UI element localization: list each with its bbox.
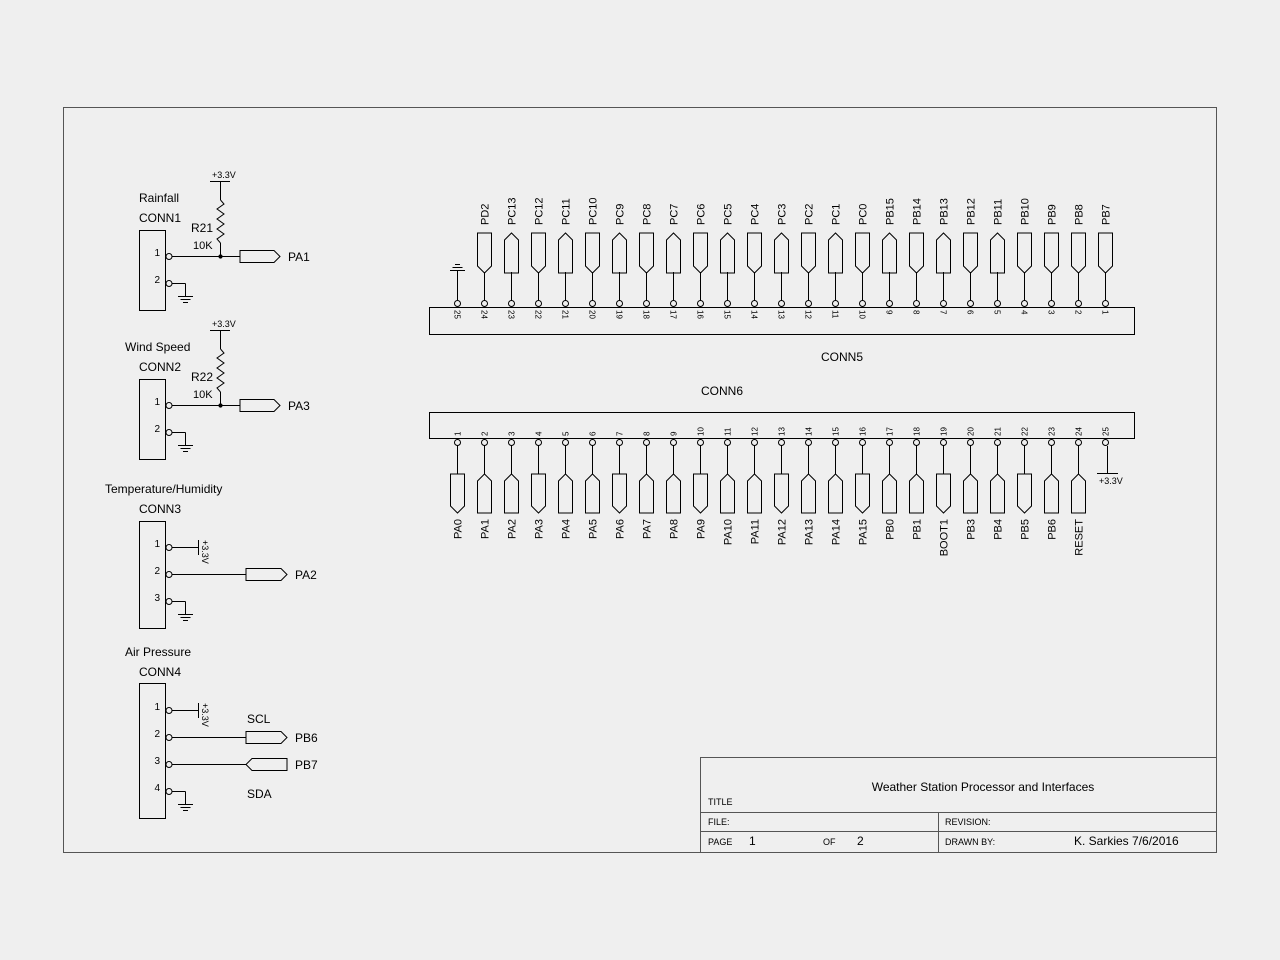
conn6-net-flag bbox=[451, 474, 465, 513]
conn4-scl-flag bbox=[246, 732, 287, 744]
conn4-body bbox=[140, 684, 166, 819]
conn6-net-flag bbox=[1045, 474, 1059, 513]
conn2-net-flag bbox=[240, 400, 280, 412]
conn5-pin-number: 23 bbox=[506, 310, 516, 319]
conn5-ref: CONN5 bbox=[820, 350, 864, 364]
conn6-pin-19 bbox=[941, 440, 947, 446]
conn6-net-label: PA11 bbox=[749, 519, 762, 545]
title-text: Weather Station Processor and Interfaces bbox=[871, 780, 1095, 794]
conn6-net-flag bbox=[964, 474, 978, 513]
conn5-net-label: PD2 bbox=[479, 203, 492, 225]
conn6-pin-number: 25 bbox=[1101, 427, 1111, 436]
r21-value: 10K bbox=[193, 240, 213, 252]
conn6-pin-23 bbox=[1049, 440, 1055, 446]
conn5-pin-10 bbox=[860, 301, 866, 307]
conn6-pin-22 bbox=[1022, 440, 1028, 446]
conn5-pin-6 bbox=[968, 301, 974, 307]
conn6-net-flag bbox=[667, 474, 681, 513]
conn5-pin-number: 9 bbox=[884, 310, 894, 315]
conn5-net-flag bbox=[829, 233, 843, 273]
conn6-pin-number: 15 bbox=[831, 427, 841, 436]
conn6-pin-18 bbox=[914, 440, 920, 446]
conn4-pin4 bbox=[166, 789, 172, 795]
conn6-pin-12 bbox=[752, 440, 758, 446]
conn5-net-flag bbox=[1072, 233, 1086, 273]
conn6-pin-number: 10 bbox=[696, 427, 706, 436]
conn3-pin1-label: 1 bbox=[154, 539, 160, 550]
conn5-net-flag bbox=[964, 233, 978, 273]
conn5-net-flag bbox=[694, 233, 708, 273]
conn5-pin-7 bbox=[941, 301, 947, 307]
conn3-pin3 bbox=[166, 599, 172, 605]
conn5-pin-number: 24 bbox=[479, 310, 489, 319]
conn6-power-symbol bbox=[1097, 446, 1118, 474]
conn6-pin-24 bbox=[1076, 440, 1082, 446]
conn6-net-flag bbox=[694, 474, 708, 513]
conn5-net-label: PC8 bbox=[641, 203, 654, 225]
conn6-pin-13 bbox=[779, 440, 785, 446]
conn6-net-flag bbox=[991, 474, 1005, 513]
conn6-net-flag bbox=[505, 474, 519, 513]
conn5-net-label: PC12 bbox=[533, 197, 546, 225]
conn5-pin-number: 10 bbox=[857, 310, 867, 319]
conn5-net-flag bbox=[667, 233, 681, 273]
conn4-ref: CONN4 bbox=[139, 665, 182, 679]
conn5-pin-14 bbox=[752, 301, 758, 307]
conn6-pin-number: 4 bbox=[534, 431, 544, 436]
conn5-net-flag bbox=[532, 233, 546, 273]
conn5-pins bbox=[453, 197, 1113, 319]
conn6-net-label: PA0 bbox=[452, 519, 465, 539]
conn3-pin1 bbox=[166, 545, 172, 551]
conn6-pin-number: 18 bbox=[912, 427, 922, 436]
conn5-pin-number: 16 bbox=[695, 310, 705, 319]
conn6-pin-number: 7 bbox=[615, 431, 625, 436]
r22-value: 10K bbox=[193, 389, 213, 401]
conn5-net-label: PC0 bbox=[857, 203, 870, 225]
conn1-pin1 bbox=[166, 254, 172, 260]
conn5-pin-15 bbox=[725, 301, 731, 307]
conn4-scl-label: SCL bbox=[247, 712, 271, 726]
conn5-pin-number: 19 bbox=[614, 310, 624, 319]
conn3-pin2-label: 2 bbox=[154, 566, 160, 577]
conn6-net-label: PB1 bbox=[911, 519, 924, 540]
conn5-pin-21 bbox=[563, 301, 569, 307]
conn6-net-label: RESET bbox=[1073, 519, 1086, 556]
r21-resistor bbox=[217, 200, 224, 243]
conn6-pin-25 bbox=[1103, 440, 1109, 446]
conn4-pin2 bbox=[166, 735, 172, 741]
conn6-pin-7 bbox=[617, 440, 623, 446]
conn3-net-flag bbox=[246, 569, 287, 581]
conn5-net-label: PB14 bbox=[911, 198, 924, 225]
file-label: FILE: bbox=[708, 817, 730, 827]
conn6-pin-20 bbox=[968, 440, 974, 446]
conn3-group bbox=[140, 522, 288, 629]
conn6-ref: CONN6 bbox=[700, 384, 744, 398]
conn5-net-flag bbox=[613, 233, 627, 273]
conn5-net-flag bbox=[910, 233, 924, 273]
revision-label: REVISION: bbox=[945, 817, 991, 827]
conn5-net-flag bbox=[856, 233, 870, 273]
conn5-pin-13 bbox=[779, 301, 785, 307]
conn4-power-label: +3.3V bbox=[200, 703, 210, 727]
conn6-pin-14 bbox=[806, 440, 812, 446]
conn6-net-label: PA14 bbox=[830, 519, 843, 546]
conn6-pin-number: 21 bbox=[993, 427, 1003, 436]
conn5-net-flag bbox=[478, 233, 492, 273]
conn5-net-label: PB12 bbox=[965, 198, 978, 225]
conn5-pin-number: 14 bbox=[749, 310, 759, 319]
conn1-body bbox=[140, 231, 166, 311]
conn2-pin2-label: 2 bbox=[154, 424, 160, 435]
conn1-net-label: PA1 bbox=[288, 250, 310, 264]
conn6-pin-number: 19 bbox=[939, 427, 949, 436]
conn6-net-label: PA3 bbox=[533, 519, 546, 539]
conn6-net-flag bbox=[775, 474, 789, 513]
conn5-pin-25 bbox=[455, 301, 461, 307]
conn5-pin-9 bbox=[887, 301, 893, 307]
conn6-net-label: PA15 bbox=[857, 519, 870, 546]
conn6-pin-15 bbox=[833, 440, 839, 446]
conn5-net-label: PB9 bbox=[1046, 204, 1059, 225]
conn4-sda-label: SDA bbox=[247, 787, 272, 801]
title-label: TITLE bbox=[708, 797, 733, 807]
conn6-net-label: PA10 bbox=[722, 519, 735, 546]
conn5-pin-number: 3 bbox=[1046, 310, 1056, 315]
conn5-pin-19 bbox=[617, 301, 623, 307]
conn6-pin-17 bbox=[887, 440, 893, 446]
conn5-net-label: PC9 bbox=[614, 203, 627, 225]
conn4-pin2-label: 2 bbox=[154, 729, 160, 740]
conn5-net-flag bbox=[1045, 233, 1059, 273]
conn6-net-flag bbox=[586, 474, 600, 513]
conn5-net-flag bbox=[775, 233, 789, 273]
conn6-pin-number: 14 bbox=[804, 427, 814, 436]
conn4-title: Air Pressure bbox=[125, 645, 192, 659]
r22-resistor bbox=[217, 349, 224, 392]
conn2-pin2 bbox=[166, 430, 172, 436]
conn6-pin-number: 13 bbox=[777, 427, 787, 436]
conn5-pin-22 bbox=[536, 301, 542, 307]
conn6-pin-11 bbox=[725, 440, 731, 446]
conn5-net-label: PB7 bbox=[1100, 204, 1113, 225]
conn5-pin-number: 5 bbox=[992, 310, 1002, 315]
page-number: 1 bbox=[749, 834, 756, 848]
conn5-net-label: PB13 bbox=[938, 198, 951, 225]
conn6-net-flag bbox=[613, 474, 627, 513]
conn5-pin-number: 18 bbox=[641, 310, 651, 319]
conn5-pin-number: 6 bbox=[965, 310, 975, 315]
conn6-net-label: PA1 bbox=[479, 519, 492, 539]
conn4-pin3-label: 3 bbox=[154, 756, 160, 767]
conn6-pin-number: 5 bbox=[561, 431, 571, 436]
conn6-pin-4 bbox=[536, 440, 542, 446]
conn6-net-label: PA6 bbox=[614, 519, 627, 539]
conn5-pin-5 bbox=[995, 301, 1001, 307]
conn6-net-label: PB4 bbox=[992, 519, 1005, 540]
conn6-pin-number: 20 bbox=[966, 427, 976, 436]
conn1-pin2 bbox=[166, 281, 172, 287]
conn5-net-flag bbox=[505, 233, 519, 273]
conn5-net-label: PC1 bbox=[830, 203, 843, 225]
conn6-net-label: PA13 bbox=[803, 519, 816, 546]
conn4-sda-net: PB7 bbox=[295, 758, 318, 772]
conn1-pin2-label: 2 bbox=[154, 275, 160, 286]
conn2-power-label: +3.3V bbox=[212, 319, 236, 329]
conn6-net-flag bbox=[748, 474, 762, 513]
conn4-sda-flag bbox=[246, 759, 287, 771]
conn5-net-label: PC11 bbox=[560, 198, 573, 225]
conn1-ref: CONN1 bbox=[139, 211, 182, 225]
conn6-net-flag bbox=[1072, 474, 1086, 513]
conn6-net-label: PB5 bbox=[1019, 519, 1032, 540]
conn3-pin3-label: 3 bbox=[154, 593, 160, 604]
conn6-pin-21 bbox=[995, 440, 1001, 446]
conn5-pin-number: 20 bbox=[587, 310, 597, 319]
conn4-pin3 bbox=[166, 762, 172, 768]
conn5-pin-3 bbox=[1049, 301, 1055, 307]
page-count: 2 bbox=[857, 834, 864, 848]
r21-ref: R21 bbox=[191, 221, 214, 235]
conn6-pin-10 bbox=[698, 440, 704, 446]
conn6-net-flag bbox=[937, 474, 951, 513]
conn5-pin-18 bbox=[644, 301, 650, 307]
conn5-pin-number: 2 bbox=[1073, 310, 1083, 315]
conn6-net-flag bbox=[802, 474, 816, 513]
conn6-power-label: +3.3V bbox=[1099, 476, 1123, 486]
conn5-net-flag bbox=[937, 233, 951, 273]
conn5-pin-number: 21 bbox=[560, 310, 570, 319]
conn5-net-flag bbox=[1018, 233, 1032, 273]
conn3-body bbox=[140, 522, 166, 629]
conn4-pin1 bbox=[166, 708, 172, 714]
conn5-net-flag bbox=[802, 233, 816, 273]
conn2-body bbox=[140, 380, 166, 460]
conn5-pin-1 bbox=[1103, 301, 1109, 307]
conn5-pin-8 bbox=[914, 301, 920, 307]
conn5-pin-number: 4 bbox=[1019, 310, 1029, 315]
conn6-net-flag bbox=[478, 474, 492, 513]
conn6-net-flag bbox=[883, 474, 897, 513]
of-label: OF bbox=[823, 837, 836, 847]
conn5-pin-11 bbox=[833, 301, 839, 307]
conn5-net-label: PB8 bbox=[1073, 204, 1086, 225]
conn6-pin-number: 6 bbox=[588, 431, 598, 436]
conn5-pin-number: 13 bbox=[776, 310, 786, 319]
conn6-pin-2 bbox=[482, 440, 488, 446]
conn6-pin-3 bbox=[509, 440, 515, 446]
conn2-title: Wind Speed bbox=[125, 340, 191, 354]
conn6-pin-number: 16 bbox=[858, 427, 868, 436]
conn6-net-label: PA9 bbox=[695, 519, 708, 539]
page-label: PAGE bbox=[708, 837, 733, 847]
conn4-scl-net: PB6 bbox=[295, 731, 318, 745]
conn6-pin-5 bbox=[563, 440, 569, 446]
conn6-pin-number: 2 bbox=[480, 431, 490, 436]
conn5-net-label: PC10 bbox=[587, 197, 600, 225]
conn5-pin-number: 8 bbox=[911, 310, 921, 315]
conn6-net-flag bbox=[721, 474, 735, 513]
conn3-title: Temperature/Humidity bbox=[105, 482, 223, 496]
conn6-pin-number: 9 bbox=[669, 431, 679, 436]
conn3-power-label: +3.3V bbox=[200, 540, 210, 564]
drawn-by-value: K. Sarkies 7/6/2016 bbox=[1074, 834, 1179, 848]
conn6-pin-number: 11 bbox=[723, 427, 733, 436]
conn5-net-flag bbox=[640, 233, 654, 273]
conn5-net-flag bbox=[748, 233, 762, 273]
conn5-pin-number: 1 bbox=[1100, 310, 1110, 315]
conn5-pin-number: 11 bbox=[830, 310, 840, 319]
conn6-pin-number: 3 bbox=[507, 431, 517, 436]
conn6-net-label: PB0 bbox=[884, 519, 897, 540]
conn6-pin-1 bbox=[455, 440, 461, 446]
conn5-net-label: PC4 bbox=[749, 203, 762, 225]
conn5-net-flag bbox=[883, 233, 897, 273]
conn6-net-flag bbox=[910, 474, 924, 513]
conn5-ground-icon bbox=[450, 265, 465, 301]
conn6-net-label: PB6 bbox=[1046, 519, 1059, 540]
conn3-net-label: PA2 bbox=[295, 568, 317, 582]
conn2-ref: CONN2 bbox=[139, 360, 182, 374]
conn5-net-label: PC6 bbox=[695, 203, 708, 225]
conn5-pin-number: 22 bbox=[533, 310, 543, 319]
conn5-pin-4 bbox=[1022, 301, 1028, 307]
conn6-pin-number: 12 bbox=[750, 427, 760, 436]
conn3-pin2 bbox=[166, 572, 172, 578]
conn6-net-label: PA5 bbox=[587, 519, 600, 539]
conn6-pin-6 bbox=[590, 440, 596, 446]
conn5-pin-number: 15 bbox=[722, 310, 732, 319]
drawn-by-label: DRAWN BY: bbox=[945, 837, 996, 847]
conn5-net-label: PB15 bbox=[884, 198, 897, 225]
conn5-pin-17 bbox=[671, 301, 677, 307]
conn6-pin-number: 8 bbox=[642, 431, 652, 436]
conn6-net-label: PA7 bbox=[641, 519, 654, 539]
conn5-net-flag bbox=[721, 233, 735, 273]
conn5-net-label: PC7 bbox=[668, 203, 681, 225]
conn6-net-flag bbox=[1018, 474, 1032, 513]
conn6-net-flag bbox=[856, 474, 870, 513]
conn5-pin-16 bbox=[698, 301, 704, 307]
conn6-net-label: PB3 bbox=[965, 519, 978, 540]
conn5-net-label: PB10 bbox=[1019, 198, 1032, 225]
conn4-pin1-label: 1 bbox=[154, 702, 160, 713]
conn6-pin-number: 23 bbox=[1047, 427, 1057, 436]
conn5-net-label: PC5 bbox=[722, 203, 735, 225]
conn6-pins bbox=[451, 427, 1111, 557]
conn5-pin-12 bbox=[806, 301, 812, 307]
conn5-net-label: PC2 bbox=[803, 203, 816, 225]
conn5-net-label: PB11 bbox=[992, 198, 1005, 225]
conn5-pin-23 bbox=[509, 301, 515, 307]
conn1-title: Rainfall bbox=[139, 191, 180, 205]
conn5-pin-2 bbox=[1076, 301, 1082, 307]
conn5-pin-24 bbox=[482, 301, 488, 307]
conn6-pin-8 bbox=[644, 440, 650, 446]
conn3-ref: CONN3 bbox=[139, 502, 182, 516]
conn1-net-flag bbox=[240, 251, 280, 263]
conn5-net-flag bbox=[559, 233, 573, 273]
conn6-net-label: PA8 bbox=[668, 519, 681, 539]
conn6-net-label: PA12 bbox=[776, 519, 789, 546]
conn6-pin-number: 1 bbox=[453, 431, 463, 436]
conn6-net-flag bbox=[829, 474, 843, 513]
conn2-pin1-label: 1 bbox=[154, 397, 160, 408]
conn6-pin-number: 24 bbox=[1074, 427, 1084, 436]
r22-ref: R22 bbox=[191, 370, 214, 384]
conn5-net-flag bbox=[1099, 233, 1113, 273]
conn2-net-label: PA3 bbox=[288, 399, 310, 413]
conn6-net-flag bbox=[640, 474, 654, 513]
conn5-pin-number: 17 bbox=[668, 310, 678, 319]
conn1-pin1-label: 1 bbox=[154, 248, 160, 259]
conn1-power-label: +3.3V bbox=[212, 170, 236, 180]
conn5-net-flag bbox=[991, 233, 1005, 273]
conn6-pin-number: 22 bbox=[1020, 427, 1030, 436]
conn6-net-label: PA4 bbox=[560, 519, 573, 539]
conn6-pin-9 bbox=[671, 440, 677, 446]
conn6-pin-16 bbox=[860, 440, 866, 446]
conn5-pin-number: 25 bbox=[452, 310, 462, 319]
conn6-net-label: BOOT1 bbox=[938, 519, 951, 557]
conn5-net-label: PC13 bbox=[506, 197, 519, 225]
conn5-pin-number: 12 bbox=[803, 310, 813, 319]
conn6-pin-number: 17 bbox=[885, 427, 895, 436]
conn5-pin-20 bbox=[590, 301, 596, 307]
conn2-pin1 bbox=[166, 403, 172, 409]
conn5-net-flag bbox=[586, 233, 600, 273]
conn4-pin4-label: 4 bbox=[154, 783, 160, 794]
conn6-net-flag bbox=[532, 474, 546, 513]
conn6-net-flag bbox=[559, 474, 573, 513]
conn5-pin-number: 7 bbox=[938, 310, 948, 315]
conn6-net-label: PA2 bbox=[506, 519, 519, 539]
conn5-net-label: PC3 bbox=[776, 203, 789, 225]
